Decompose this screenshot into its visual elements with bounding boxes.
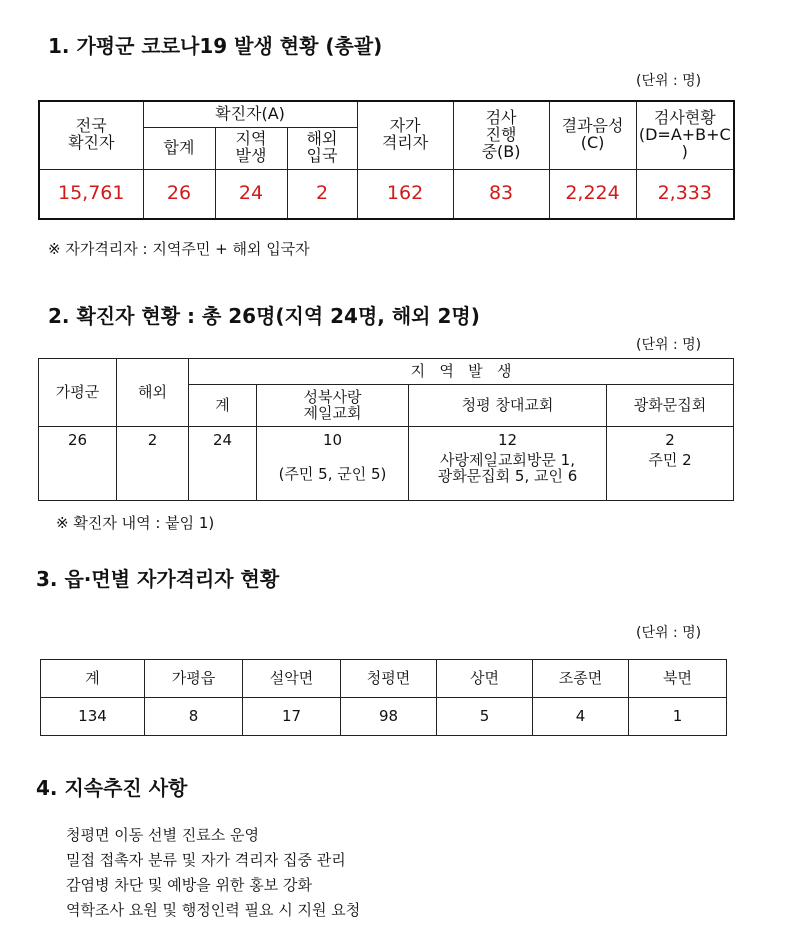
header-sangmyeon: 상면 [437, 660, 533, 698]
header-cheongpyeong-myeon: 청평면 [341, 660, 437, 698]
table-cell: 8 [145, 698, 243, 736]
summary-table [38, 100, 735, 220]
value-self-quarantine: 162 [357, 169, 453, 219]
section3-title: 3. 읍·면별 자가격리자 현황 [36, 567, 280, 591]
value-total2: 24 [189, 427, 257, 501]
header-gapyeong-eup: 가평읍 [145, 660, 243, 698]
value-overseas2: 2 [117, 427, 189, 501]
header-confirmed: 확진자(A) [143, 101, 357, 127]
section2-note: ※ 확진자 내역 : 붙임 1) [56, 514, 215, 532]
header-overseas: 해외 입국 [287, 127, 357, 169]
value-negative: 2,224 [549, 169, 636, 219]
list-item: 청평면 이동 선별 진료소 운영 [66, 826, 259, 844]
header-jojong: 조종면 [533, 660, 629, 698]
header-gapyeong: 가평군 [39, 359, 117, 427]
action-list [66, 823, 360, 923]
header-cheongpyeong: 청평 창대교회 [409, 385, 607, 427]
table-cell: 98 [341, 698, 437, 736]
header-negative: 결과음성 (C) [549, 101, 636, 169]
value-gwanghwamun [607, 427, 734, 501]
value-test-status: 2,333 [636, 169, 734, 219]
list-item: 밀접 접촉자 분류 및 자가 격리자 집중 관리 [66, 851, 346, 869]
header-overseas2: 해외 [117, 359, 189, 427]
header-local: 지역 발생 [215, 127, 287, 169]
header-all: 계 [41, 660, 145, 698]
quarantine-table [40, 659, 727, 736]
gwanghwamun-count: 2 [665, 431, 675, 449]
section2-unit: (단위 : 명) [636, 337, 702, 353]
value-total: 26 [143, 169, 215, 219]
value-overseas: 2 [287, 169, 357, 219]
header-test-status: 검사현황 (D=A+B+C ) [636, 101, 734, 169]
cheongpyeong-detail: 사랑제일교회방문 1, 광화문집회 5, 교인 6 [437, 450, 578, 485]
table-cell: 134 [41, 698, 145, 736]
header-total: 합계 [143, 127, 215, 169]
value-testing: 83 [453, 169, 549, 219]
value-cheongpyeong [409, 427, 607, 501]
table-cell: 4 [533, 698, 629, 736]
table-cell: 1 [629, 698, 727, 736]
gwanghwamun-detail: 주민 2 [648, 450, 692, 469]
table-cell: 17 [243, 698, 341, 736]
header-self-quarantine: 자가 격리자 [357, 101, 453, 169]
section1-unit: (단위 : 명) [636, 73, 702, 89]
section1-title: 1. 가평군 코로나19 발생 현황 (총괄) [48, 34, 383, 58]
value-local: 24 [215, 169, 287, 219]
table-cell: 5 [437, 698, 533, 736]
header-total2: 계 [189, 385, 257, 427]
header-bukmyeon: 북면 [629, 660, 727, 698]
value-national: 15,761 [39, 169, 143, 219]
header-seorak: 설악면 [243, 660, 341, 698]
section1-note: ※ 자가격리자 : 지역주민 + 해외 입국자 [48, 240, 310, 258]
section3-unit: (단위 : 명) [636, 625, 702, 641]
church-detail: (주민 5, 군인 5) [278, 464, 387, 483]
cheongpyeong-count: 12 [497, 431, 518, 449]
value-gapyeong: 26 [39, 427, 117, 501]
header-gwanghwamun: 광화문집회 [607, 385, 734, 427]
section2-title: 2. 확진자 현황 : 총 26명(지역 24명, 해외 2명) [48, 304, 480, 328]
list-item: 역학조사 요원 및 행정인력 필요 시 지원 요청 [66, 901, 361, 919]
church-count: 10 [322, 431, 343, 449]
section4-title: 4. 지속추진 사항 [36, 776, 188, 800]
list-item: 감염병 차단 및 예방을 위한 홍보 강화 [66, 876, 312, 894]
header-national: 전국 확진자 [39, 101, 143, 169]
confirmed-table [38, 358, 734, 501]
header-testing: 검사 진행 중(B) [453, 101, 549, 169]
header-church: 성북사랑 제일교회 [257, 385, 409, 427]
value-church [257, 427, 409, 501]
header-local-occurrence: 지 역 발 생 [189, 359, 734, 385]
